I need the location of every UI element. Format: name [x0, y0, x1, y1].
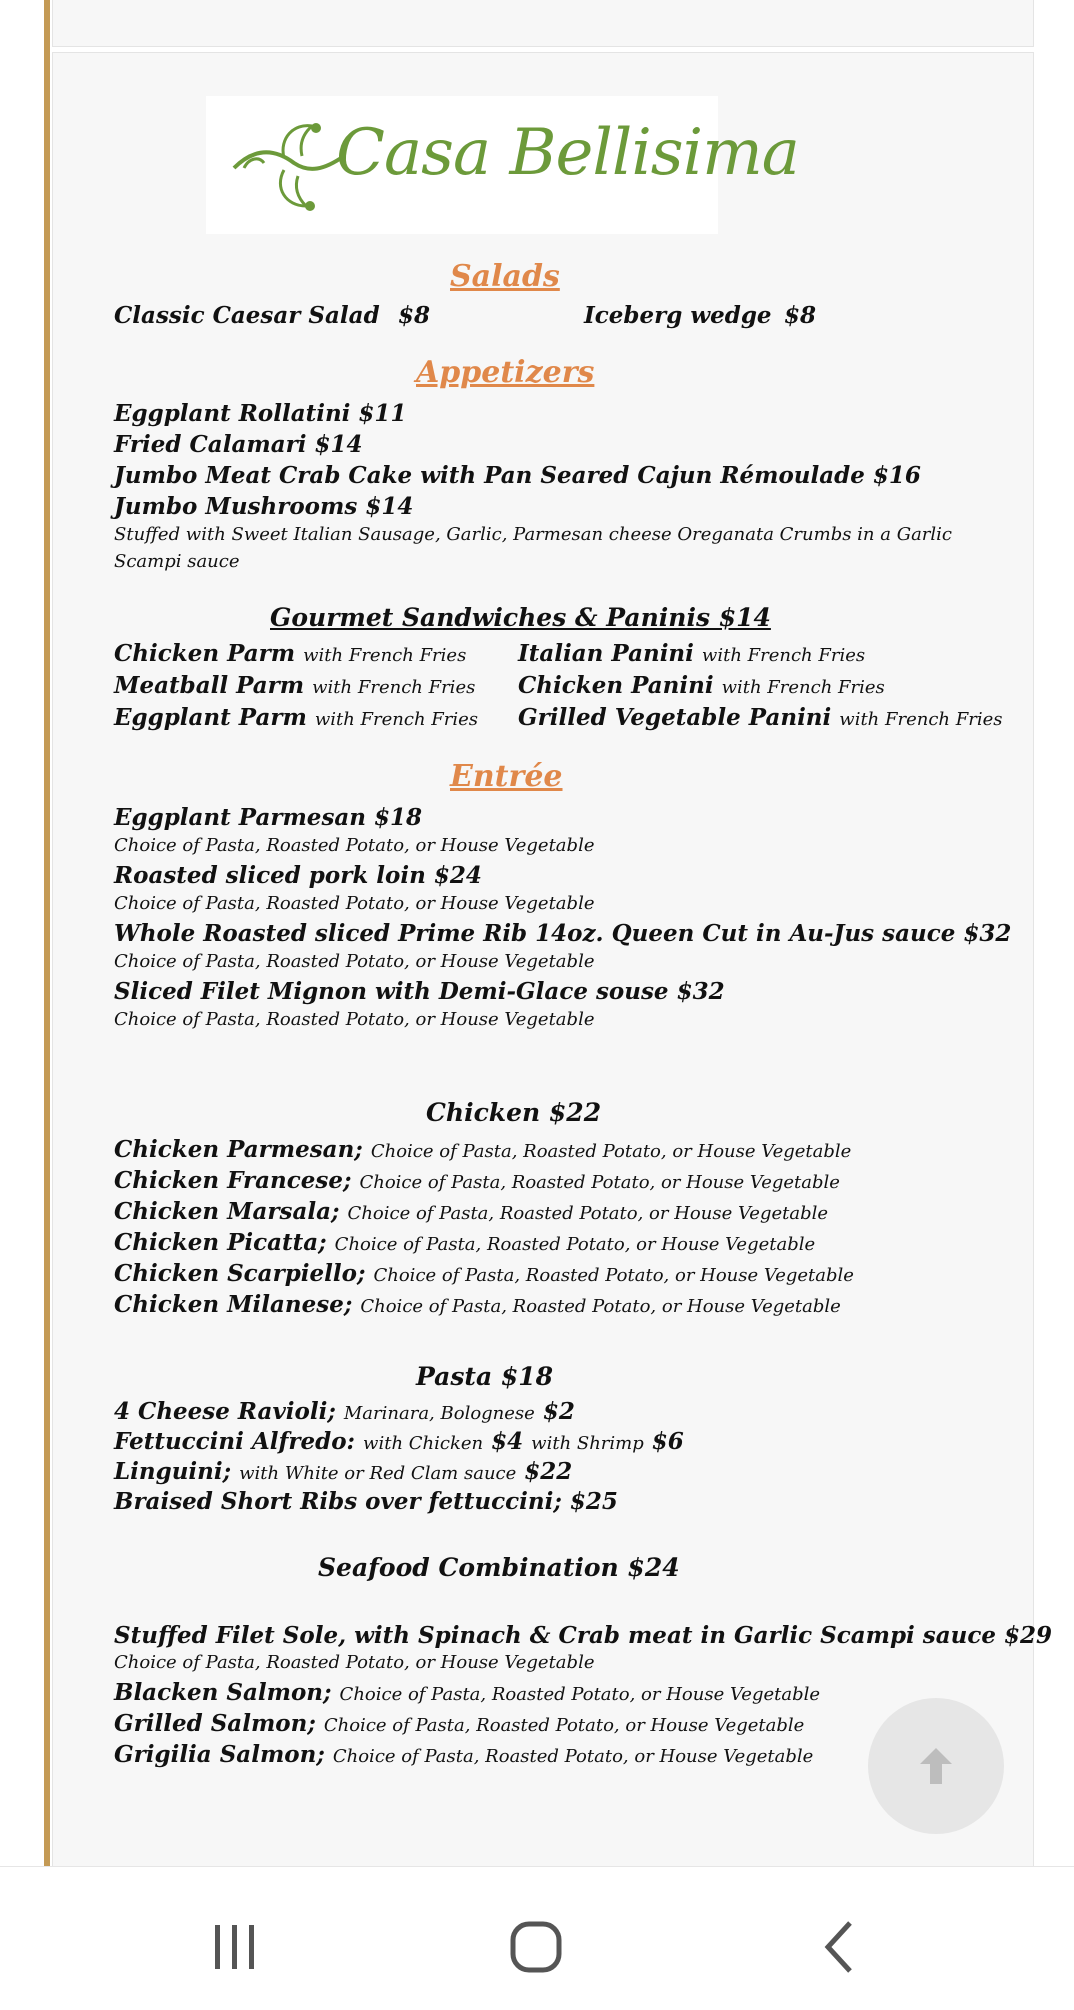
menu-item: Whole Roasted sliced Prime Rib 14oz. Queen Cut in Au-Jus sauce $32	[114, 920, 1012, 947]
menu-item	[114, 642, 466, 665]
menu-item	[114, 706, 478, 729]
menu-item-price: $8	[784, 302, 817, 329]
menu-item-name: Meatball Parm	[114, 672, 305, 699]
menu-item	[114, 1138, 851, 1161]
menu-item	[518, 642, 865, 665]
menu-item-desc: Stuffed with Sweet Italian Sausage, Garlic, Parmesan cheese Oreganata Crumbs in a Garlic	[114, 524, 953, 545]
menu-item: Eggplant Rollatini $11	[114, 400, 407, 427]
menu-item-desc: Choice of Pasta, Roasted Potato, or House Vegetable	[339, 1684, 821, 1705]
system-nav-bar	[0, 1866, 1074, 2010]
home-button[interactable]	[496, 1907, 576, 1987]
menu-item-side: with French Fries	[721, 677, 885, 698]
menu-item-desc: Choice of Pasta, Roasted Potato, or House Vegetable	[347, 1203, 829, 1224]
menu-item-side: with French Fries	[303, 645, 467, 666]
chicken-heading: Chicken $22	[426, 1098, 602, 1127]
menu-item-price: $2	[542, 1398, 575, 1425]
menu-item	[114, 1293, 841, 1316]
menu-item-name: Blacken Salmon;	[114, 1679, 332, 1706]
menu-item-desc: Choice of Pasta, Roasted Potato, or House Vegetable	[114, 1009, 595, 1030]
back-button[interactable]	[800, 1907, 880, 1987]
menu-item-name: Grilled Vegetable Panini	[518, 704, 832, 731]
menu-item: Classic Caesar Salad	[114, 302, 380, 329]
menu-item: Braised Short Ribs over fettuccini; $25	[114, 1488, 618, 1515]
menu-item	[114, 1681, 820, 1704]
menu-item-name: Eggplant Parm	[114, 704, 307, 731]
scroll-to-top-button[interactable]	[868, 1698, 1004, 1834]
menu-item-side: with French Fries	[312, 677, 476, 698]
menu-item-desc: with White or Red Clam sauce	[239, 1463, 517, 1484]
menu-item	[114, 1743, 813, 1766]
menu-item	[114, 1231, 815, 1254]
menu-item	[518, 674, 885, 697]
menu-item-desc: Marinara, Bolognese	[343, 1403, 535, 1424]
home-icon	[496, 1907, 576, 1987]
brand-logo	[206, 96, 799, 234]
menu-item: Roasted sliced pork loin $24	[114, 862, 482, 889]
menu-item: Stuffed Filet Sole, with Spinach & Crab meat in Garlic Scampi sauce $29	[114, 1622, 1053, 1649]
menu-item-name: Grigilia Salmon;	[114, 1741, 325, 1768]
menu-item	[114, 674, 475, 697]
menu-item-desc: Choice of Pasta, Roasted Potato, or House Vegetable	[373, 1265, 854, 1286]
menu-item: Jumbo Mushrooms $14	[114, 493, 414, 520]
menu-item-desc: Choice of Pasta, Roasted Potato, or House Vegetable	[359, 1172, 840, 1193]
menu-item: Iceberg wedge	[584, 302, 772, 329]
left-accent-bar	[44, 0, 50, 1868]
previous-card	[52, 0, 1034, 47]
menu-item-name: Italian Panini	[518, 640, 694, 667]
menu-item-name: Chicken Parm	[114, 640, 296, 667]
menu-item-price: $4	[491, 1428, 524, 1455]
menu-item-desc: Choice of Pasta, Roasted Potato, or House Vegetable	[334, 1234, 816, 1255]
menu-item	[114, 1200, 828, 1223]
menu-item-side: with French Fries	[701, 645, 866, 666]
menu-item-desc: Choice of Pasta, Roasted Potato, or House Vegetable	[114, 1652, 595, 1673]
menu-item	[518, 706, 1002, 729]
menu-item	[114, 1400, 575, 1423]
menu-item: Sliced Filet Mignon with Demi-Glace souse $32	[114, 978, 725, 1005]
menu-item	[114, 1262, 854, 1285]
menu-item-desc: Choice of Pasta, Roasted Potato, or House Vegetable	[370, 1141, 852, 1162]
menu-item-side: with French Fries	[314, 709, 479, 730]
menu-item-side: with French Fries	[839, 709, 1003, 730]
menu-item	[114, 1460, 572, 1483]
menu-item-name: Chicken Marsala;	[114, 1198, 340, 1225]
menu-item-desc: Choice of Pasta, Roasted Potato, or House Vegetable	[323, 1715, 805, 1736]
menu-item-desc: with Chicken	[363, 1433, 484, 1454]
menu-item: Jumbo Meat Crab Cake with Pan Seared Cajun Rémoulade $16	[114, 462, 921, 489]
pasta-heading: Pasta $18	[416, 1362, 554, 1391]
menu-item-name: Grilled Salmon;	[114, 1710, 316, 1737]
menu-item	[114, 1169, 840, 1192]
menu-item-name: Chicken Scarpiello;	[114, 1260, 366, 1287]
menu-item-desc: Choice of Pasta, Roasted Potato, or House Vegetable	[114, 835, 595, 856]
menu-item-desc: Choice of Pasta, Roasted Potato, or House Vegetable	[360, 1296, 841, 1317]
menu-item-desc: Scampi sauce	[114, 551, 240, 572]
menu-item-desc: Choice of Pasta, Roasted Potato, or House Vegetable	[332, 1746, 814, 1767]
menu-item-name: Chicken Picatta;	[114, 1229, 327, 1256]
menu-item-desc: with Shrimp	[531, 1433, 644, 1454]
menu-item-name: Chicken Francese;	[114, 1167, 352, 1194]
menu-item	[114, 1712, 804, 1735]
recents-icon	[195, 1907, 275, 1987]
menu-item-name: Chicken Parmesan;	[114, 1136, 363, 1163]
brand-name: Casa Bellisima	[336, 116, 799, 190]
menu-item	[114, 1430, 684, 1453]
menu-item-name: Chicken Panini	[518, 672, 714, 699]
menu-item-desc: Choice of Pasta, Roasted Potato, or House Vegetable	[114, 893, 595, 914]
menu-item-name: Chicken Milanese;	[114, 1291, 353, 1318]
appetizers-heading: Appetizers	[416, 355, 595, 390]
menu-item-name: 4 Cheese Ravioli;	[114, 1398, 336, 1425]
seafood-heading: Seafood Combination $24	[318, 1553, 680, 1582]
menu-item-name: Fettuccini Alfredo:	[114, 1428, 356, 1455]
menu-item-desc: Choice of Pasta, Roasted Potato, or House Vegetable	[114, 951, 595, 972]
menu-item: Eggplant Parmesan $18	[114, 804, 423, 831]
back-icon	[800, 1907, 880, 1987]
menu-item-price: $22	[524, 1458, 573, 1485]
sandwiches-heading: Gourmet Sandwiches & Paninis $14	[270, 603, 771, 632]
menu-item-price: $8	[398, 302, 431, 329]
menu-item-name: Linguini;	[114, 1458, 232, 1485]
recents-button[interactable]	[195, 1907, 275, 1987]
flourish-icon	[224, 108, 354, 220]
menu-item: Fried Calamari $14	[114, 431, 363, 458]
entree-heading: Entrée	[450, 759, 563, 794]
arrow-up-icon	[914, 1744, 958, 1788]
menu-item-price: $6	[651, 1428, 684, 1455]
salads-heading: Salads	[450, 259, 560, 294]
